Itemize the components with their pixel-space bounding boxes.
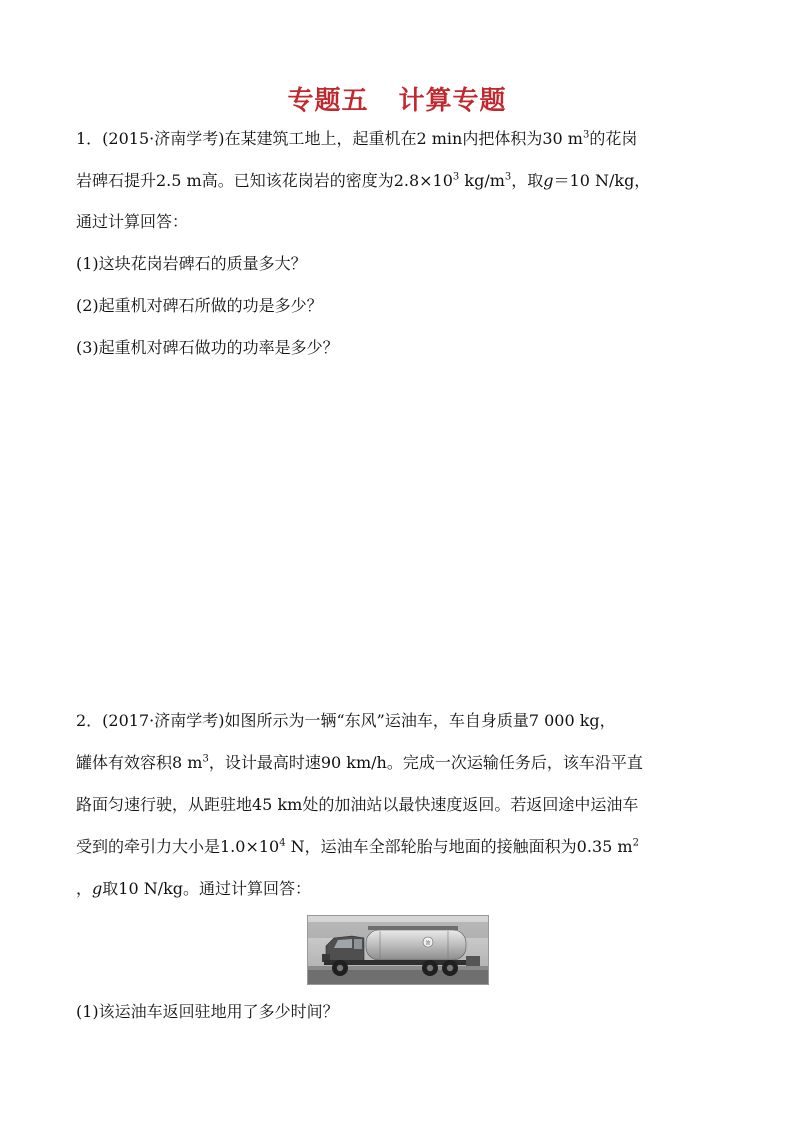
q1-line-1: 1．(2015·济南学考)在某建筑工地上，起重机在2 min内把体积为30 $m^3$的花岗: [76, 129, 638, 148]
tanker-truck-photo: [307, 915, 489, 985]
tank-logo-icon: 油: [425, 940, 431, 947]
q2-line-4: 受到的牵引力大小是$1.0\times 10^4$ N，运油车全部轮胎与地面的接触面积为0.35 $m^2$: [76, 837, 639, 856]
q1-sub-question-3: (3)起重机对碑石做功的功率是多少？: [76, 338, 339, 357]
q1-sub-question-1: (1)这块花岗岩碑石的质量多大？: [76, 254, 307, 273]
title-part-2: 计算专题: [398, 86, 507, 116]
q1-sub-question-2: (2)起重机对碑石所做的功是多少？: [76, 296, 323, 315]
title-part-1: 专题五: [287, 86, 369, 116]
q2-line-5: ，g取10 N/kg。通过计算回答：: [76, 879, 312, 898]
page-title: [0, 80, 794, 117]
q2-line-2: 罐体有效容积8 $m^3$，设计最高时速90 km/h。完成一次运输任务后，该车沿平直: [76, 753, 643, 772]
q2-line-3: 路面匀速行驶，从距驻地45 km处的加油站以最快速度返回。若返回途中运油车: [76, 795, 639, 814]
q2-sub-question-1: (1)该运油车返回驻地用了多少时间？: [76, 1002, 339, 1021]
q2-line-1: 2．(2017·济南学考)如图所示为一辆“东风”运油车，车自身质量7 000 kg，: [76, 711, 616, 730]
q1-line-3: 通过计算回答：: [76, 212, 189, 231]
q1-line-2: 岩碑石提升2.5 m高。已知该花岗岩的密度为$2.8\times 10^3$ $kg/m^3$，取g＝10 N/kg，: [76, 171, 651, 190]
